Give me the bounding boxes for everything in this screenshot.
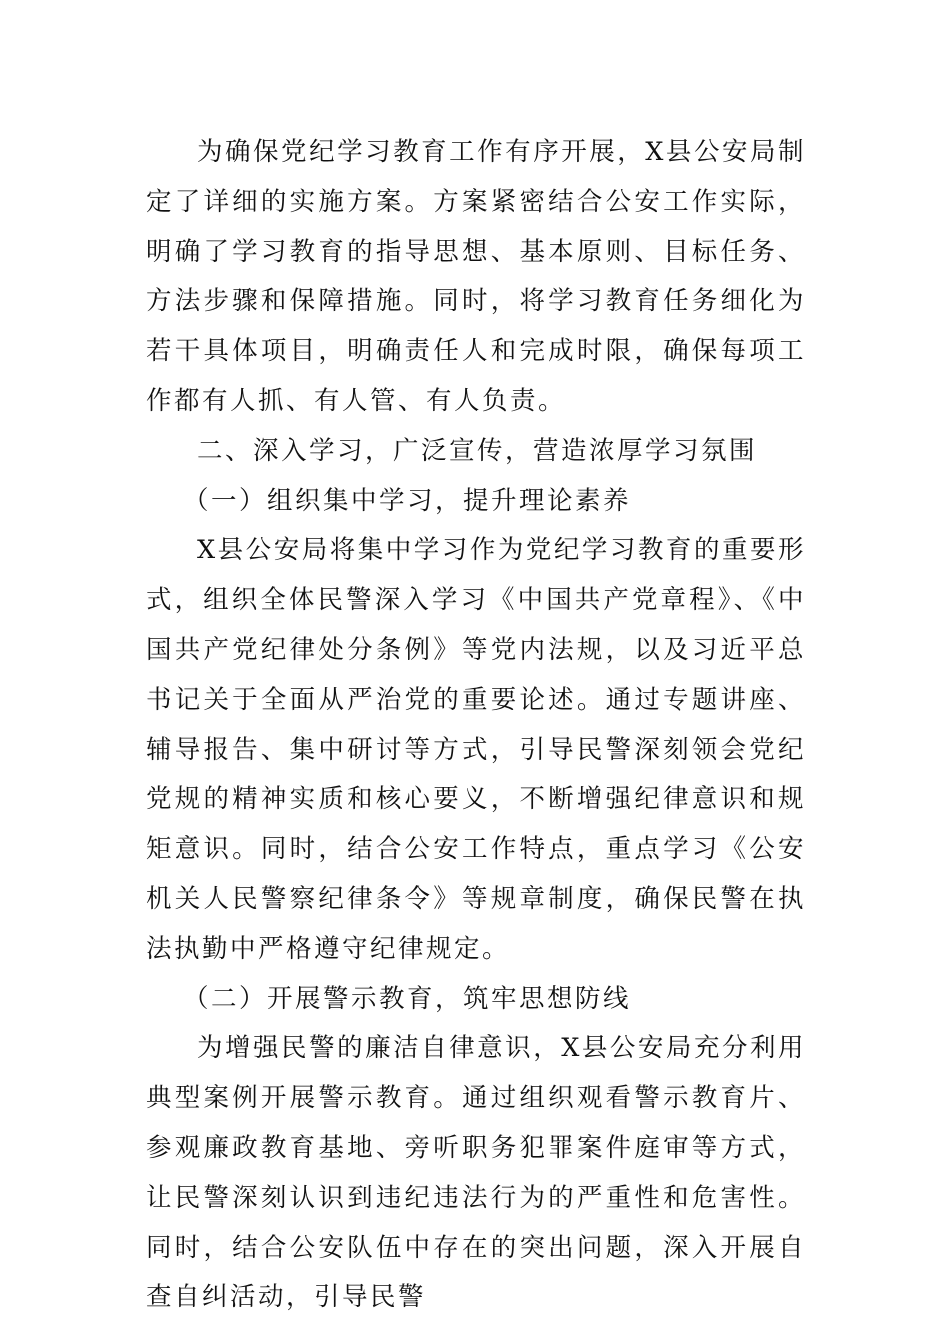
section-heading-2: 二、深入学习，广泛宣传，营造浓厚学习氛围: [197, 435, 758, 466]
paragraph-collective-study: X县公安局将集中学习作为党纪学习教育的重要形式，组织全体民警深入学习《中国共产党章程》、《中国共产党纪律处分条例》等党内法规，以及习近平总书记关于全面从严治党的重要论述。通过专题讲座、辅导报告、集中研讨等方式，引导民警深刻领会党纪党规的精神实质和核心要义，不断增强纪律意识和规矩意识。同时，结合公安工作特点，重点学习《公安机关人民警察纪律条令》等规章制度，确保民警在执法执勤中严格遵守纪律规定。: [146, 535, 806, 964]
subsection-heading-2: （二）开展警示教育，筑牢思想防线: [182, 983, 631, 1014]
paragraph-implementation-plan: 为确保党纪学习教育工作有序开展，X县公安局制定了详细的实施方案。方案紧密结合公安工作实际，明确了学习教育的指导思想、基本原则、目标任务、方法步骤和保障措施。同时，将学习教育任务细化为若干具体项目，明确责任人和完成时限，确保每项工作都有人抓、有人管、有人负责。: [146, 137, 806, 416]
document-body: [146, 128, 806, 1323]
paragraph-warning-education: 为增强民警的廉洁自律意识，X县公安局充分利用典型案例开展警示教育。通过组织观看警示教育片、参观廉政教育基地、旁听职务犯罪案件庭审等方式，让民警深刻认识到违纪违法行为的严重性和危害性。同时，结合公安队伍中存在的突出问题，深入开展自查自纠活动，引导民警: [146, 1033, 806, 1313]
subsection-heading-1: （一）组织集中学习，提升理论素养: [182, 485, 631, 516]
